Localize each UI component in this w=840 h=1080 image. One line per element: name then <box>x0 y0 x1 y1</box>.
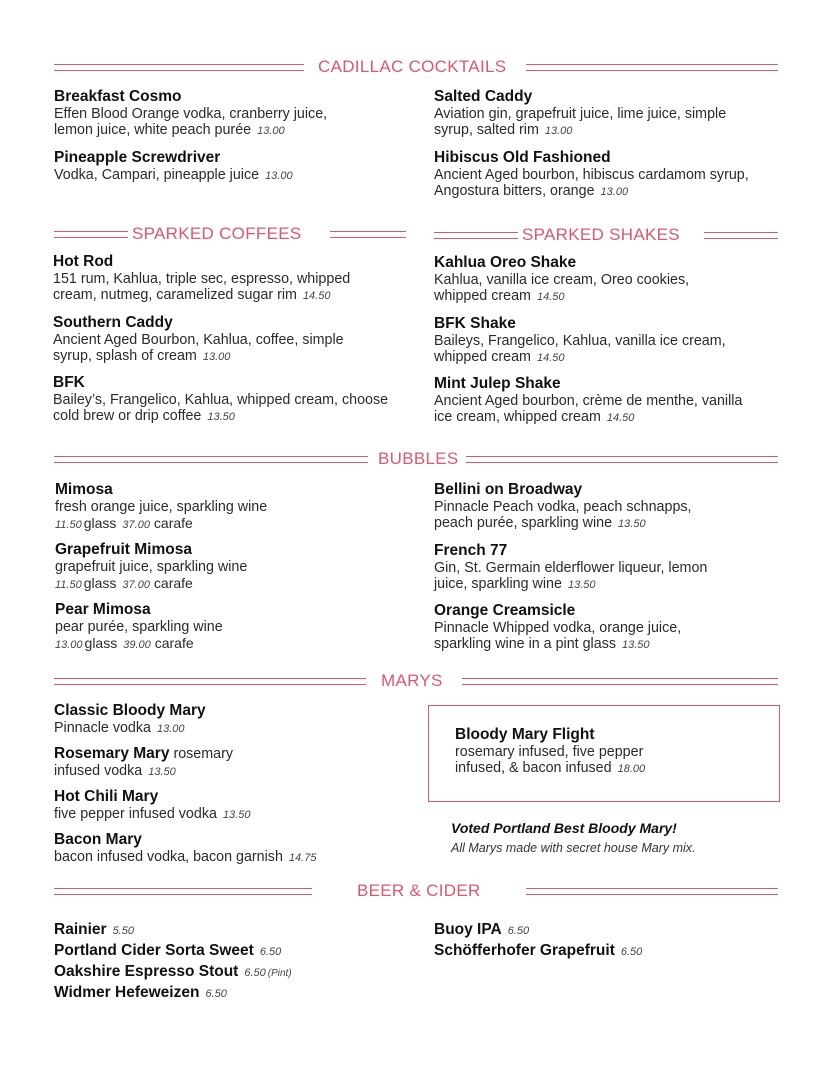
item-price: 14.50 <box>536 291 565 303</box>
glass-price: 11.50 <box>55 579 82 591</box>
item-name: Buoy IPA <box>434 921 502 938</box>
glass-label: glass <box>84 635 118 651</box>
item-price: 5.50 <box>112 925 134 937</box>
menu-item <box>54 87 404 139</box>
item-price: 13.00 <box>156 723 185 735</box>
divider-line <box>526 64 778 71</box>
item-price: 18.00 <box>617 763 646 775</box>
section-title: SPARKED COFFEES <box>132 224 302 243</box>
mary-note: All Marys made with secret house Mary mix. <box>451 841 696 855</box>
item-desc: Pinnacle Peach vodka, peach schnapps, peach purée, sparkling wine <box>434 499 692 531</box>
beer-item <box>54 961 292 984</box>
divider-line <box>462 678 778 685</box>
divider-line <box>54 456 368 463</box>
item-price: 13.50 <box>567 579 596 591</box>
item-desc: Ancient Aged bourbon, hibiscus cardamom syrup, Angostura bitters, orange <box>434 167 749 199</box>
item-desc: Bailey’s, Frangelico, Kahlua, whipped cream, choose cold brew or drip coffee <box>53 392 389 424</box>
glass-price: 13.00 <box>55 639 83 651</box>
beer-item <box>434 919 529 942</box>
menu-item <box>54 148 404 184</box>
item-price: 14.75 <box>288 852 317 864</box>
item-desc: Ancient Aged bourbon, crème de menthe, vanilla ice cream, whipped cream <box>434 393 743 425</box>
item-price: 13.50 <box>222 809 251 821</box>
item-desc: Effen Blood Orange vodka, cranberry juice, lemon juice, white peach purée <box>54 106 328 138</box>
menu-item <box>434 601 784 653</box>
item-price: 13.00 <box>265 170 293 182</box>
divider-line <box>704 232 778 239</box>
item-desc: pear purée, sparkling wine <box>55 619 223 635</box>
item-name: Bellini on Broadway <box>434 481 583 498</box>
item-price: 13.00 <box>257 125 285 137</box>
carafe-label: carafe <box>153 575 193 591</box>
menu-item <box>55 480 405 533</box>
menu-item <box>434 314 784 366</box>
item-name: Portland Cider Sorta Sweet <box>54 942 254 959</box>
divider-line <box>526 888 778 895</box>
beer-item <box>54 982 227 1005</box>
section-title: MARYS <box>381 671 443 690</box>
item-price: 13.50 <box>618 518 646 530</box>
item-desc: fresh orange juice, sparkling wine <box>55 499 268 515</box>
section-title: BEER & CIDER <box>357 881 481 900</box>
item-name: Mint Julep Shake <box>434 375 561 392</box>
item-price: 14.50 <box>302 290 331 302</box>
carafe-price: 37.00 <box>122 579 150 591</box>
item-name: Bacon Mary <box>54 831 142 848</box>
divider-line <box>330 231 406 238</box>
item-price: 14.50 <box>536 352 565 364</box>
item-price: 6.50 <box>620 946 643 958</box>
item-desc: Aviation gin, grapefruit juice, lime juice, simple syrup, salted rim <box>434 106 727 138</box>
divider-line <box>54 888 312 895</box>
item-name: Pineapple Screwdriver <box>54 149 221 166</box>
item-desc: Baileys, Frangelico, Kahlua, vanilla ice cream, whipped cream <box>434 333 726 365</box>
item-name: Hot Rod <box>53 253 114 270</box>
item-name: Southern Caddy <box>53 314 173 331</box>
glass-price: 11.50 <box>55 519 82 531</box>
item-note: (Pint) <box>267 968 292 979</box>
item-name: Schöfferhofer Grapefruit <box>434 942 615 959</box>
item-desc: rosemary infused vodka <box>54 746 234 779</box>
item-name: Kahlua Oreo Shake <box>434 254 577 271</box>
item-name: Orange Creamsicle <box>434 602 576 619</box>
menu-item <box>53 252 403 304</box>
carafe-label: carafe <box>154 635 194 651</box>
menu-item <box>434 480 784 532</box>
item-desc: Gin, St. Germain elderflower liqueur, lemon juice, sparkling wine <box>434 560 708 592</box>
item-name: Rainier <box>54 921 107 938</box>
item-name: Rosemary Mary <box>54 745 170 762</box>
menu-item <box>54 830 404 866</box>
item-name: Grapefruit Mimosa <box>55 541 192 558</box>
menu-item-flight <box>455 725 685 777</box>
divider-line <box>54 231 128 238</box>
item-name: Bloody Mary Flight <box>455 726 595 743</box>
divider-line <box>434 232 518 239</box>
section-title: CADILLAC COCKTAILS <box>318 57 507 76</box>
beer-item <box>54 940 281 963</box>
item-price: 6.50 <box>244 967 266 979</box>
item-desc: Pinnacle vodka <box>54 720 151 736</box>
beer-item <box>434 940 642 963</box>
item-desc: rosemary infused, five pepper infused, & bacon infused <box>455 744 644 776</box>
divider-line <box>466 456 778 463</box>
item-price: 13.00 <box>544 125 573 137</box>
item-price: 13.50 <box>622 639 650 651</box>
carafe-price: 37.00 <box>122 519 150 531</box>
item-price: 6.50 <box>259 946 282 958</box>
glass-label: glass <box>83 575 117 591</box>
carafe-label: carafe <box>153 515 193 531</box>
item-name: BFK Shake <box>434 315 516 332</box>
item-desc: grapefruit juice, sparkling wine <box>55 559 248 575</box>
beer-item <box>54 919 134 942</box>
item-name: French 77 <box>434 542 508 559</box>
menu-item <box>53 313 403 365</box>
item-price: 13.50 <box>207 411 235 423</box>
item-name: Hot Chili Mary <box>54 788 159 805</box>
divider-line <box>54 64 304 71</box>
item-name: Widmer Hefeweizen <box>54 984 200 1001</box>
section-title: BUBBLES <box>378 449 459 468</box>
glass-label: glass <box>83 515 117 531</box>
item-name: Salted Caddy <box>434 88 533 105</box>
award-text: Voted Portland Best Bloody Mary! <box>451 820 677 836</box>
divider-line <box>54 678 366 685</box>
item-name: Hibiscus Old Fashioned <box>434 149 611 166</box>
item-name: Mimosa <box>55 481 113 498</box>
carafe-price: 39.00 <box>123 639 151 651</box>
item-name: Oakshire Espresso Stout <box>54 963 239 980</box>
item-price: 13.50 <box>148 766 176 778</box>
item-price: 6.50 <box>205 988 227 1000</box>
item-name: Pear Mimosa <box>55 601 151 618</box>
item-desc: bacon infused vodka, bacon garnish <box>54 849 283 865</box>
item-desc: Kahlua, vanilla ice cream, Oreo cookies, whipped cream <box>434 272 690 304</box>
menu-item <box>54 787 404 823</box>
menu-item <box>55 600 405 653</box>
item-desc: Vodka, Campari, pineapple juice <box>54 167 260 183</box>
item-desc: Ancient Aged Bourbon, Kahlua, coffee, simple syrup, splash of cream <box>53 332 344 364</box>
menu-item <box>434 253 784 305</box>
item-desc: Pinnacle Whipped vodka, orange juice, sparkling wine in a pint glass <box>434 620 682 652</box>
menu-item <box>434 374 784 426</box>
item-name: Breakfast Cosmo <box>54 88 182 105</box>
item-desc: 151 rum, Kahlua, triple sec, espresso, whipped cream, nutmeg, caramelized sugar rim <box>53 271 351 303</box>
item-price: 13.00 <box>600 186 629 198</box>
item-price: 13.00 <box>202 351 231 363</box>
menu-item <box>434 541 784 593</box>
item-desc: five pepper infused vodka <box>54 806 217 822</box>
menu-item <box>434 87 784 139</box>
item-name: BFK <box>53 374 85 391</box>
menu-item <box>54 701 404 737</box>
menu-item <box>54 744 269 780</box>
item-name: Classic Bloody Mary <box>54 702 206 719</box>
item-price: 14.50 <box>606 412 635 424</box>
menu-item <box>53 373 403 425</box>
item-price: 6.50 <box>507 925 530 937</box>
section-title: SPARKED SHAKES <box>522 225 680 244</box>
menu-item <box>55 540 405 593</box>
menu-item <box>434 148 784 200</box>
